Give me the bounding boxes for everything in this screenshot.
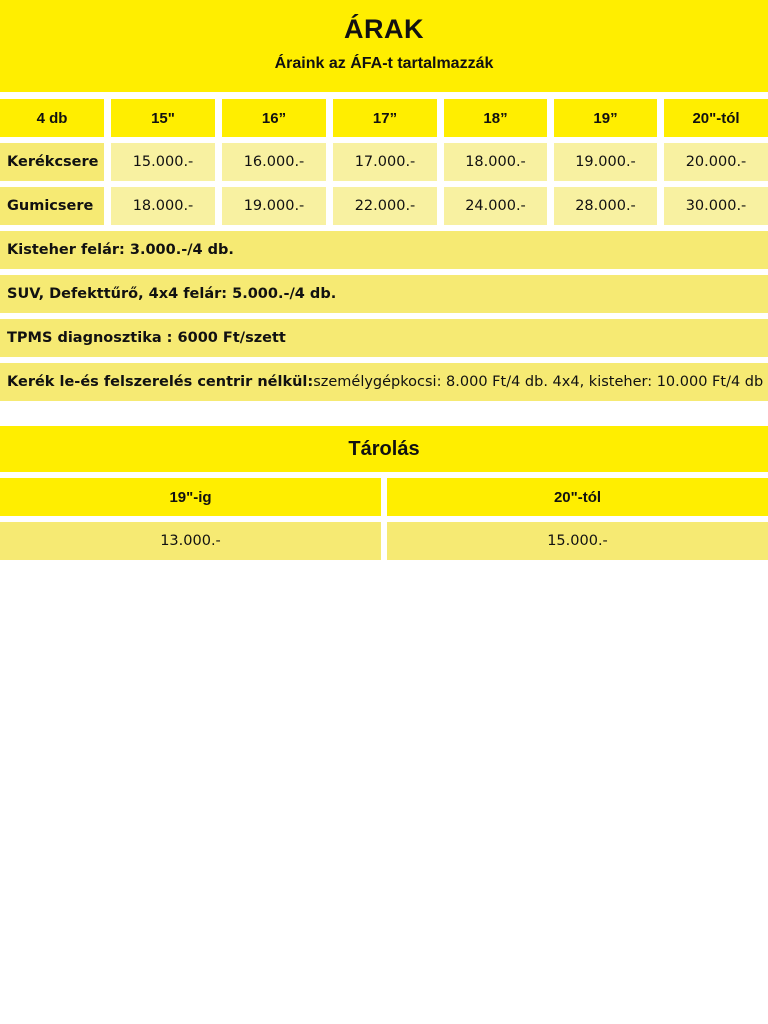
service-note <box>0 363 768 401</box>
column-header: 19” <box>554 99 657 137</box>
column-header: 20"-tól <box>664 99 768 137</box>
price-cell: 19.000.- <box>222 187 326 225</box>
note-text: személygépkocsi: 8.000 Ft/4 db. 4x4, kisteher: 10.000 Ft/4 db <box>313 374 764 390</box>
service-note <box>0 319 768 357</box>
price-cell: 30.000.- <box>664 187 768 225</box>
column-header: 19"-ig <box>0 478 381 516</box>
price-cell: 22.000.- <box>333 187 437 225</box>
note-bold-text: SUV, Defekttűrő, 4x4 felár: 5.000.-/4 db. <box>7 286 337 302</box>
surcharge-note <box>0 275 768 313</box>
column-header: 18” <box>444 99 547 137</box>
price-cell: 18.000.- <box>111 187 215 225</box>
column-header: 16” <box>222 99 326 137</box>
column-header: 4 db <box>0 99 104 137</box>
price-cell: 28.000.- <box>554 187 657 225</box>
page-subtitle: Áraink az ÁFA-t tartalmazzák <box>274 55 494 72</box>
price-cell: 18.000.- <box>444 143 547 181</box>
table-row <box>0 143 768 181</box>
table-row <box>0 187 768 225</box>
price-cell: 16.000.- <box>222 143 326 181</box>
storage-header-row <box>0 478 768 516</box>
column-header: 20"-tól <box>387 478 768 516</box>
price-cell: 15.000.- <box>111 143 215 181</box>
column-header: 15" <box>111 99 215 137</box>
price-header <box>0 0 768 92</box>
row-label: Kerékcsere <box>0 143 104 181</box>
price-cell: 17.000.- <box>333 143 437 181</box>
price-cell: 20.000.- <box>664 143 768 181</box>
price-table-header-row <box>0 99 768 137</box>
price-cell: 15.000.- <box>387 522 768 560</box>
surcharge-note <box>0 231 768 269</box>
price-cell: 13.000.- <box>0 522 381 560</box>
storage-title: Tárolás <box>0 426 768 472</box>
page-title: ÁRAK <box>344 14 424 44</box>
note-bold-text: Kerék le-és felszerelés centrir nélkül: <box>7 374 314 390</box>
row-label: Gumicsere <box>0 187 104 225</box>
price-cell: 24.000.- <box>444 187 547 225</box>
price-cell: 19.000.- <box>554 143 657 181</box>
note-bold-text: TPMS diagnosztika : 6000 Ft/szett <box>7 330 286 346</box>
storage-price-row <box>0 522 768 560</box>
note-bold-text: Kisteher felár: 3.000.-/4 db. <box>7 242 234 258</box>
column-header: 17” <box>333 99 437 137</box>
